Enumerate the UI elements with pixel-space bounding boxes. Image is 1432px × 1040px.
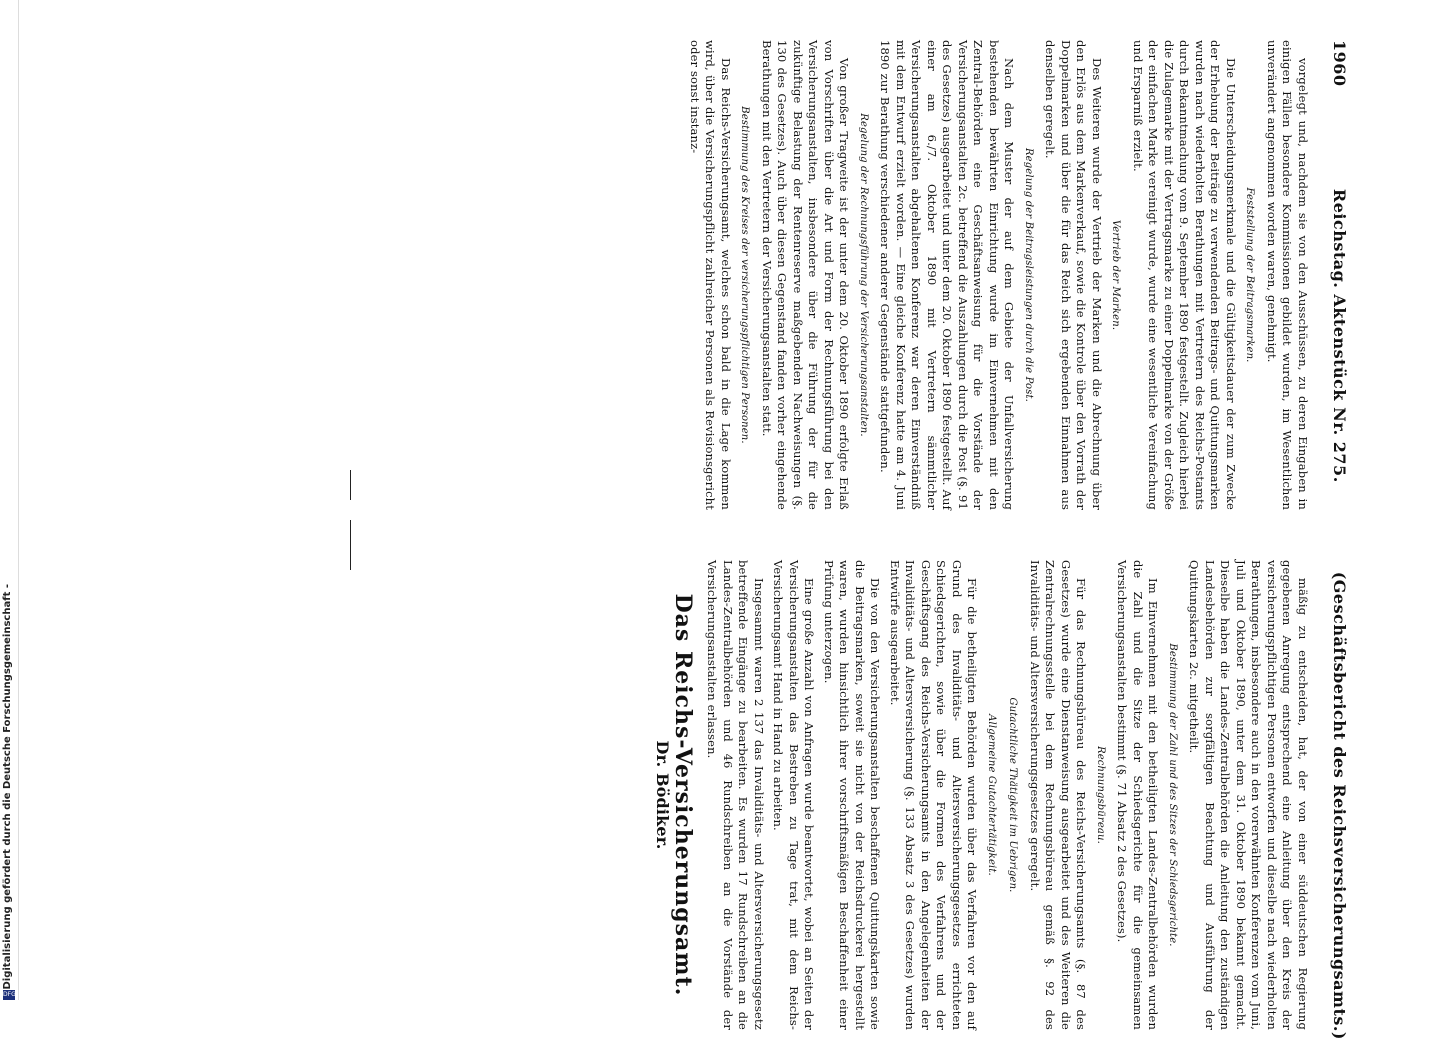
section-heading: Regelung der Rechnungsführung der Versicherungsanstalten. — [858, 113, 869, 437]
paragraph: Die von den Versicherungsanstalten beschaffenen Quittungskarten sowie die Beitragsmarken, soweit sie nicht von der Reichsdruckerei hergestellt waren, wurden hinsichtlich ihrer vorschriftsmäßigen Beschaffenheit einer Prüfung unterzogen. — [822, 560, 883, 1030]
section-heading: Regelung der Beitragsleistungen durch die Post. — [1023, 147, 1034, 402]
page-header — [1320, 40, 1360, 1040]
left-column — [683, 40, 1311, 510]
paragraph: Für die betheiligten Behörden wurden über das Verfahren vor den auf Grund des Invaliditäts- und Altersversicherungsgesetzes errichteten Schiedsgerichten, sowie über die Formen des Verfahrens und der Geschäftsgang des Reichs-Versicherungsamts in den Angelegenheiten der Invaliditäts- und Altersversicherung (§. 133 Absatz 3 des Gesetzes) wurden Entwürfe ausgearbeitet. — [888, 560, 980, 1030]
section-heading: Feststellung der Beitragsmarken. — [1244, 187, 1256, 363]
paragraph: Im Einvernehmen mit den betheiligten Landes-Zentralbehörden wurden die Zahl und die Sitze der Schiedsgerichte für die gemeinsamen Versicherungsanstalten bestimmt (§. 71 Absatz 2 des Gesetzes). — [1115, 560, 1161, 1030]
page-title: Reichstag. Aktenstück Nr. 275. — [1330, 188, 1350, 483]
paragraph: mäßig zu entscheiden, hat, der von einer süddeutschen Regierung gegebenen Anregung entsprechend eine Anleitung über den Kreis der versicherungspflichtigen Personen entworfen und dieselbe nach wiederholten Berathungen, insbesondere auch in den vorerwähnten Konferenzen vom Juni, Juli und Oktober 1890, unter dem 31. Oktober 1890 bekannt gemacht. Dieselbe haben die Landes-Zentralbehörden die Anleitung den zuständigen Landesbehörden zur sorgfältigen Beachtung und Ausführung der Quittungskarten 2c. mitgetheilt. — [1187, 560, 1310, 1030]
rotated-document-page — [260, 40, 1360, 1040]
page-subtitle: (Geschäftsbericht des Reichsversicherungsamts.) — [1330, 571, 1350, 1040]
paragraph: vorgelegt und, nachdem sie von den Ausschüssen, zu deren Eingaben in einigen Fällen besondere Kommissionen gebildet wurden, im Wesentlichen unverändert angenommen worden waren, genehmigt. — [1265, 40, 1310, 510]
section-heading: Bestimmung des Kreises der versicherungspflichtigen Personen. — [739, 106, 751, 444]
paragraph: Das Reichs-Versicherungsamt, welches schon bald in die Lage kommen wird, über die Versicherungspflicht zahlreicher Personen als Revisionsgericht oder sonst instanz- — [688, 40, 733, 510]
page-number: 1960 — [1330, 40, 1350, 87]
signature-organization: Das Reichs-Versicherungsamt. — [670, 593, 696, 997]
paragraph: Insgesammt waren 2 137 das Invaliditäts- und Altersversicherungsgesetz betreffende Eingänge zu bearbeiten. Es wurden 17 Rundschreiben an die Landes-Zentralbehörden und 46 Rundschreiben an die Vorstände der Versicherungsanstalten erlassen. — [705, 560, 766, 1030]
paragraph: Eine große Anzahl von Anfragen wurde beantwortet, wobei an Seiten der Versicherungsanstalten das Bestreben zu Tage trat, mit dem Reichs-Versicherungsamt Hand in Hand zu arbeiten. — [771, 560, 817, 1030]
paragraph: Für das Rechnungsbüreau des Reichs-Versicherungsamts (§. 87 des Gesetzes) wurde eine Dienstanweisung ausgearbeitet und des Weiteren die Zentralrechnungsstelle bei dem Rechnungsbüreau gemäß §. 92 des Invaliditäts- und Altersversicherungsgesetzes geregelt. — [1028, 560, 1089, 1030]
column-divider-mark — [350, 520, 351, 570]
paragraph: Die Unterscheidungsmerkmale und die Gültigkeitsdauer der zum Zwecke der Erhebung der Beiträge zu verwendenden Beitrags- und Quittungsmarken wurden nach wiederholten Berathungen mit Vertretern des Reichs-Postamts durch Bekanntmachung vom 9. September 1890 festgestellt. Zugleich hierbei die Zulagemarke mit der Vertragsmarke zu einer Doppelmarke von der Größe der einfachen Marke vereinigt wurde, wurde eine wesentliche Vereinfachung und Ersparniß erzielt. — [1131, 40, 1238, 510]
section-heading: Gutachtliche Thätigkeit im Uebrigen. — [1007, 697, 1019, 893]
section-subheading: Allgemeine Gutachtertätigkeit. — [986, 714, 997, 876]
section-heading: Rechnungsbüreau. — [1095, 746, 1106, 844]
paragraph: Des Weiteren wurde der Vertrieb der Marken und die Abrechnung über den Erlös aus dem Markenverkauf, sowie die Kontrole über den Vorrath der Doppelmarken und über die für das Reich sich ergebenden Einnahmen aus denselben geregelt. — [1043, 40, 1104, 510]
section-heading: Vertrieb der Marken. — [1110, 219, 1122, 331]
paragraph: Nach dem Muster der auf dem Gebiete der Unfallversicherung bestehenden bewährten Einrichtung wurde im Einvernehmen mit den Zentral-Behörden eine Geschäftsanweisung für die Vorstände der Versicherungsanstalten 2c. betreffend die Auszahlungen durch die Post (§. 91 des Gesetzes) ausgearbeitet und unter dem 20. Oktober 1890 festgestellt. Auf einer am 6./7. Oktober 1890 mit Vertretern sämmtlicher Versicherungsanstalten abgehaltenen Konferenz war deren Einverständniß mit dem Entwurf erzielt worden. — Eine gleiche Konferenz hatte am 4. Juni 1890 zur Berathung verschiedener anderer Gegenstände stattgefunden. — [878, 40, 1017, 510]
signature-name: Dr. Bödiker. — [653, 740, 673, 850]
right-column — [655, 560, 1310, 1030]
digitization-credit-bar — [0, 0, 19, 1000]
paragraph: Von großer Tragweite ist der unter dem 20. Oktober 1890 erfolgte Erlaß von Vorschriften über die Art und Form der Rechnungsführung bei den Versicherungsanstalten, insbesondere über die Führung der für die zukünftige Belastung der Rentenreserve maßgebenden Nachweisungen (§. 130 des Gesetzes). Auch über diesen Gegenstand fanden vorher eingehende Berathungen mit den Vertretern der Versicherungsanstalten statt. — [760, 40, 852, 510]
section-heading: Bestimmung der Zahl und des Sitzes der Schiedsgerichte. — [1167, 643, 1178, 947]
dfg-logo: DFG — [3, 991, 16, 998]
column-divider-mark — [350, 470, 351, 500]
digitization-credit: Digitalisierung gefördert durch die Deutsche Forschungsgemeinschaft - — [2, 584, 13, 990]
signature-block — [653, 560, 696, 1030]
